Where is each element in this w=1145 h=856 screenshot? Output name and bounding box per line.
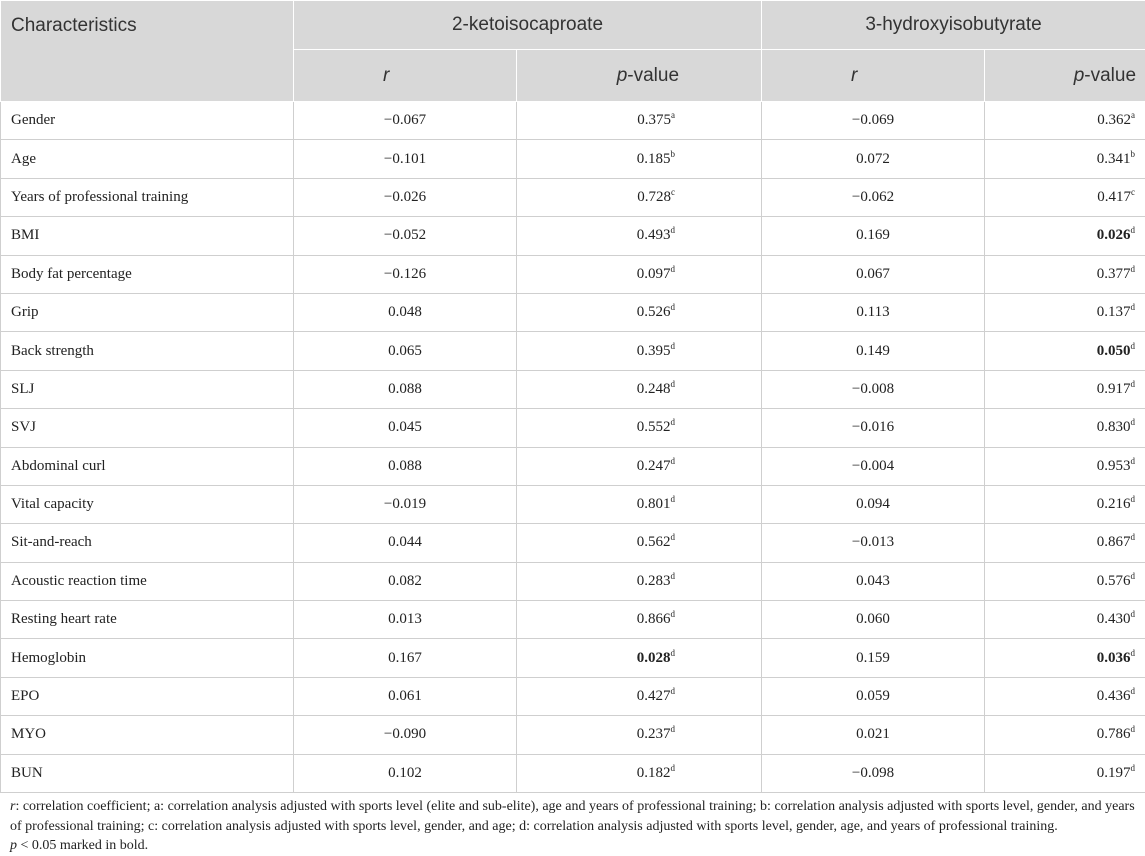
- footnote-marker: d: [671, 225, 676, 235]
- footnote-text-2: < 0.05 marked in bold.: [17, 838, 148, 853]
- p-value-1-value: 0.801: [637, 496, 671, 512]
- row-label-value: Body fat percentage: [11, 266, 132, 282]
- p-value-1: [517, 601, 762, 639]
- r-value-2: [762, 370, 985, 408]
- footnote-marker: d: [671, 302, 676, 312]
- r-value-1-value: 0.082: [388, 573, 422, 589]
- p-value-1: [517, 524, 762, 562]
- r-value-1-value: 0.013: [388, 611, 422, 627]
- p-value-2: [985, 140, 1145, 178]
- p-value-2: [985, 485, 1145, 523]
- p-value-1: [517, 716, 762, 754]
- header-p-rest: -value: [627, 65, 679, 86]
- footnote-marker: d: [671, 494, 676, 504]
- footnote-marker: b: [671, 149, 676, 159]
- r-value-1: [294, 601, 517, 639]
- table-row: [1, 140, 1145, 178]
- footnote-marker: d: [671, 724, 676, 734]
- r-value-2: [762, 639, 985, 677]
- row-label: [1, 332, 294, 370]
- header-p-italic: p: [617, 65, 628, 86]
- p-value-1-value: 0.248: [637, 381, 671, 397]
- header-p-rest: -value: [1084, 65, 1136, 86]
- p-value-2-value: 0.436: [1097, 688, 1131, 704]
- r-value-1: [294, 754, 517, 792]
- row-label: [1, 255, 294, 293]
- r-value-2-value: 0.021: [856, 726, 890, 742]
- r-value-2: [762, 524, 985, 562]
- p-value-2-value: 0.341: [1097, 151, 1131, 167]
- row-label-value: Sit-and-reach: [11, 534, 92, 550]
- table-row: [1, 754, 1145, 792]
- r-value-1: [294, 178, 517, 216]
- footnote-marker: d: [671, 648, 676, 658]
- p-value-1: [517, 178, 762, 216]
- p-value-2: [985, 332, 1145, 370]
- r-value-2: [762, 217, 985, 255]
- p-value-1: [517, 217, 762, 255]
- p-value-2-value: 0.786: [1097, 726, 1131, 742]
- row-label: [1, 485, 294, 523]
- p-value-1-value: 0.562: [637, 534, 671, 550]
- p-value-1: [517, 102, 762, 140]
- p-value-2: [985, 639, 1145, 677]
- row-label-value: Gender: [11, 112, 55, 128]
- r-value-2-value: −0.004: [852, 458, 894, 474]
- row-label-value: SVJ: [11, 419, 36, 435]
- r-value-2-value: 0.149: [856, 343, 890, 359]
- p-value-1-value: 0.493: [637, 227, 671, 243]
- footnote-marker: d: [671, 609, 676, 619]
- p-value-2: [985, 601, 1145, 639]
- r-value-1: [294, 102, 517, 140]
- footnote-marker: d: [1131, 302, 1136, 312]
- table-row: [1, 524, 1145, 562]
- p-value-2: [985, 677, 1145, 715]
- footnote-marker: d: [1131, 532, 1136, 542]
- p-value-2-value: 0.867: [1097, 534, 1131, 550]
- p-value-2: [985, 754, 1145, 792]
- table-row: [1, 178, 1145, 216]
- p-value-2-value: 0.026: [1097, 227, 1131, 243]
- table-row: [1, 409, 1145, 447]
- r-value-2: [762, 293, 985, 331]
- p-value-1-value: 0.552: [637, 419, 671, 435]
- row-label: [1, 754, 294, 792]
- footnote-marker: d: [1131, 571, 1136, 581]
- table-row: [1, 102, 1145, 140]
- footnote-marker: a: [671, 110, 675, 120]
- r-value-1: [294, 255, 517, 293]
- r-value-2: [762, 102, 985, 140]
- footnote-marker: d: [1131, 763, 1136, 773]
- row-label: [1, 140, 294, 178]
- footnote-marker: c: [1131, 187, 1135, 197]
- r-value-2-value: 0.094: [856, 496, 890, 512]
- table-row: [1, 255, 1145, 293]
- p-value-1-value: 0.728: [637, 189, 671, 205]
- p-value-2-value: 0.917: [1097, 381, 1131, 397]
- header-characteristics: Characteristics: [1, 1, 294, 102]
- table-row: [1, 562, 1145, 600]
- r-value-1-value: −0.019: [384, 496, 426, 512]
- footnote-marker: d: [671, 686, 676, 696]
- p-value-2-value: 0.362: [1097, 112, 1131, 128]
- header-group-hydroxyisobutyrate: 3-hydroxyisobutyrate: [762, 1, 1145, 50]
- footnote-marker: a: [1131, 110, 1135, 120]
- row-label-value: Acoustic reaction time: [11, 573, 147, 589]
- r-value-2: [762, 409, 985, 447]
- p-value-1-value: 0.526: [637, 304, 671, 320]
- row-label: [1, 370, 294, 408]
- p-value-1: [517, 485, 762, 523]
- r-value-2-value: 0.113: [856, 304, 889, 320]
- r-value-2-value: −0.016: [852, 419, 894, 435]
- header-p-col-2: [985, 50, 1145, 102]
- row-label-value: Back strength: [11, 343, 94, 359]
- r-value-1-value: 0.045: [388, 419, 422, 435]
- r-value-1: [294, 639, 517, 677]
- p-value-1: [517, 562, 762, 600]
- table-body: [1, 102, 1145, 793]
- footnote-marker: d: [1131, 225, 1136, 235]
- p-value-2-value: 0.036: [1097, 650, 1131, 666]
- p-value-2: [985, 447, 1145, 485]
- footnote-marker: d: [671, 571, 676, 581]
- table-row: [1, 639, 1145, 677]
- row-label: [1, 447, 294, 485]
- p-value-1: [517, 677, 762, 715]
- r-value-1-value: −0.126: [384, 266, 426, 282]
- r-value-1-value: 0.044: [388, 534, 422, 550]
- p-value-1: [517, 332, 762, 370]
- footnote-text-1: : correlation coefficient; a: correlation analysis adjusted with sports level (elite and sub-elite), age and years of professional training; b: correlation analysis adjusted with sports level, gender, and years of professional training; c: correlation analysis adjusted with sports level, gender, and age; d: correlation analysis adjusted with sports level, gender, age, and years of professional training.: [10, 799, 1135, 834]
- p-value-1-value: 0.097: [637, 266, 671, 282]
- p-value-1-value: 0.427: [637, 688, 671, 704]
- footnote-marker: d: [1131, 341, 1136, 351]
- header-group-ketoisocaproate: 2-ketoisocaproate: [294, 1, 762, 50]
- row-label-value: Resting heart rate: [11, 611, 117, 627]
- row-label-value: SLJ: [11, 381, 34, 397]
- footnote-marker: d: [671, 456, 676, 466]
- row-label-value: Grip: [11, 304, 39, 320]
- row-label: [1, 562, 294, 600]
- r-value-2-value: −0.062: [852, 189, 894, 205]
- r-value-1: [294, 140, 517, 178]
- p-value-1-value: 0.283: [637, 573, 671, 589]
- r-value-2: [762, 140, 985, 178]
- r-value-2-value: 0.169: [856, 227, 890, 243]
- p-value-1-value: 0.182: [637, 765, 671, 781]
- table-footnote: [10, 797, 1140, 856]
- footnote-marker: d: [671, 417, 676, 427]
- p-value-1-value: 0.395: [637, 343, 671, 359]
- footnote-marker: d: [1131, 609, 1136, 619]
- p-value-1: [517, 639, 762, 677]
- footnote-marker: d: [1131, 494, 1136, 504]
- p-value-2-value: 0.417: [1097, 189, 1131, 205]
- p-value-2-value: 0.576: [1097, 573, 1131, 589]
- row-label: [1, 677, 294, 715]
- row-label-value: EPO: [11, 688, 39, 704]
- footnote-marker: b: [1131, 149, 1136, 159]
- r-value-2-value: −0.098: [852, 765, 894, 781]
- p-value-1-value: 0.185: [637, 151, 671, 167]
- r-value-1-value: 0.061: [388, 688, 422, 704]
- r-value-2: [762, 178, 985, 216]
- r-value-2: [762, 677, 985, 715]
- row-label: [1, 293, 294, 331]
- r-value-1-value: −0.101: [384, 151, 426, 167]
- table-row: [1, 332, 1145, 370]
- header-p-italic: p: [1074, 65, 1085, 86]
- r-value-1: [294, 485, 517, 523]
- row-label-value: Hemoglobin: [11, 650, 86, 666]
- r-value-1: [294, 562, 517, 600]
- row-label-value: Age: [11, 151, 36, 167]
- p-value-2: [985, 370, 1145, 408]
- p-value-2: [985, 409, 1145, 447]
- table-row: [1, 485, 1145, 523]
- p-value-2: [985, 524, 1145, 562]
- r-value-1-value: 0.102: [388, 765, 422, 781]
- r-value-2: [762, 562, 985, 600]
- p-value-1-value: 0.375: [637, 112, 671, 128]
- row-label: [1, 409, 294, 447]
- p-value-2: [985, 293, 1145, 331]
- footnote-marker: c: [671, 187, 675, 197]
- p-value-2: [985, 178, 1145, 216]
- r-value-2-value: 0.043: [856, 573, 890, 589]
- r-value-1: [294, 677, 517, 715]
- footnote-marker: d: [1131, 648, 1136, 658]
- p-value-2-value: 0.377: [1097, 266, 1131, 282]
- footnote-marker: d: [1131, 264, 1136, 274]
- table-header: [1, 1, 1145, 102]
- p-value-1: [517, 370, 762, 408]
- r-value-2-value: −0.008: [852, 381, 894, 397]
- header-p-col-1: [517, 50, 762, 102]
- r-value-1: [294, 370, 517, 408]
- r-value-2-value: 0.059: [856, 688, 890, 704]
- row-label: [1, 524, 294, 562]
- p-value-1: [517, 754, 762, 792]
- r-value-2-value: 0.159: [856, 650, 890, 666]
- footnote-p-symbol: p: [10, 838, 17, 853]
- r-value-1-value: 0.167: [388, 650, 422, 666]
- header-r-col-1: r: [294, 50, 517, 102]
- row-label: [1, 639, 294, 677]
- footnote-marker: d: [1131, 686, 1136, 696]
- r-value-2-value: 0.060: [856, 611, 890, 627]
- row-label-value: MYO: [11, 726, 46, 742]
- r-value-1: [294, 409, 517, 447]
- row-label-value: Years of professional training: [11, 189, 188, 205]
- footnote-marker: d: [671, 379, 676, 389]
- table-row: [1, 716, 1145, 754]
- row-label-value: Vital capacity: [11, 496, 94, 512]
- p-value-2: [985, 255, 1145, 293]
- row-label: [1, 601, 294, 639]
- r-value-1: [294, 447, 517, 485]
- r-value-2: [762, 485, 985, 523]
- table-row: [1, 293, 1145, 331]
- p-value-1: [517, 409, 762, 447]
- r-value-2: [762, 716, 985, 754]
- row-label: [1, 102, 294, 140]
- r-value-2-value: 0.072: [856, 151, 890, 167]
- r-value-2: [762, 255, 985, 293]
- r-value-2: [762, 332, 985, 370]
- footnote-marker: d: [671, 532, 676, 542]
- header-r-col-2: r: [762, 50, 985, 102]
- p-value-1-value: 0.028: [637, 650, 671, 666]
- p-value-2-value: 0.830: [1097, 419, 1131, 435]
- footnote-marker: d: [1131, 379, 1136, 389]
- footnote-marker: d: [1131, 724, 1136, 734]
- r-value-1-value: 0.088: [388, 458, 422, 474]
- r-value-1-value: −0.067: [384, 112, 426, 128]
- row-label: [1, 178, 294, 216]
- table-row: [1, 217, 1145, 255]
- p-value-2-value: 0.216: [1097, 496, 1131, 512]
- p-value-1-value: 0.866: [637, 611, 671, 627]
- p-value-1: [517, 140, 762, 178]
- row-label-value: Abdominal curl: [11, 458, 106, 474]
- row-label: [1, 217, 294, 255]
- p-value-2: [985, 102, 1145, 140]
- r-value-2-value: −0.069: [852, 112, 894, 128]
- r-value-2-value: −0.013: [852, 534, 894, 550]
- table-row: [1, 447, 1145, 485]
- footnote-marker: d: [1131, 456, 1136, 466]
- r-value-1-value: −0.026: [384, 189, 426, 205]
- p-value-2-value: 0.430: [1097, 611, 1131, 627]
- r-value-2-value: 0.067: [856, 266, 890, 282]
- r-value-1: [294, 524, 517, 562]
- r-value-1-value: −0.052: [384, 227, 426, 243]
- table-row: [1, 370, 1145, 408]
- table-row: [1, 677, 1145, 715]
- p-value-1: [517, 447, 762, 485]
- footnote-marker: d: [671, 763, 676, 773]
- r-value-1-value: 0.065: [388, 343, 422, 359]
- footnote-marker: d: [671, 264, 676, 274]
- r-value-2: [762, 447, 985, 485]
- p-value-2-value: 0.050: [1097, 343, 1131, 359]
- p-value-1: [517, 255, 762, 293]
- table-row: [1, 601, 1145, 639]
- r-value-1: [294, 716, 517, 754]
- r-value-1: [294, 293, 517, 331]
- footnote-marker: d: [1131, 417, 1136, 427]
- r-value-1-value: 0.048: [388, 304, 422, 320]
- p-value-2: [985, 562, 1145, 600]
- p-value-1-value: 0.247: [637, 458, 671, 474]
- r-value-1-value: −0.090: [384, 726, 426, 742]
- row-label: [1, 716, 294, 754]
- row-label-value: BUN: [11, 765, 43, 781]
- r-value-1: [294, 332, 517, 370]
- footnote-marker: d: [671, 341, 676, 351]
- r-value-1: [294, 217, 517, 255]
- p-value-1-value: 0.237: [637, 726, 671, 742]
- p-value-2-value: 0.953: [1097, 458, 1131, 474]
- p-value-2: [985, 716, 1145, 754]
- row-label-value: BMI: [11, 227, 39, 243]
- p-value-2-value: 0.137: [1097, 304, 1131, 320]
- p-value-2: [985, 217, 1145, 255]
- r-value-2: [762, 601, 985, 639]
- r-value-1-value: 0.088: [388, 381, 422, 397]
- footnote-r-symbol: r: [10, 799, 15, 814]
- p-value-2-value: 0.197: [1097, 765, 1131, 781]
- p-value-1: [517, 293, 762, 331]
- r-value-2: [762, 754, 985, 792]
